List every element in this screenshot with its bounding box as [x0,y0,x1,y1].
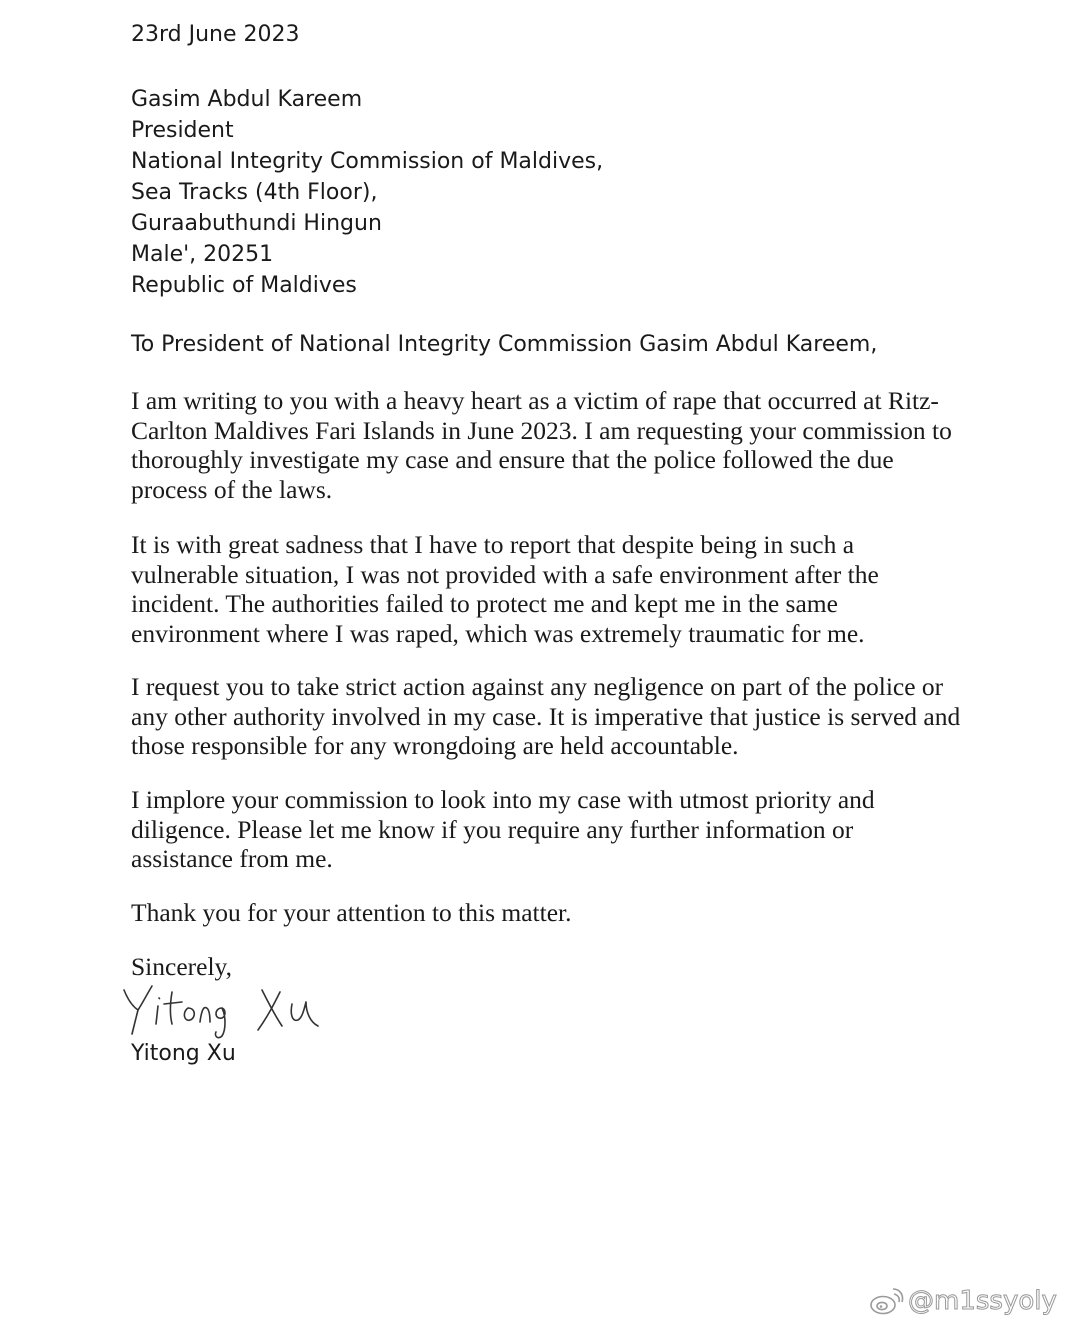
watermark-handle: @m1ssyoly [908,1286,1057,1316]
recipient-address [131,84,603,301]
body-paragraph-2: It is with great sadness that I have to report that despite being in such a vulnerable situation, I was not provided with a safe environment after the incident. The authorities failed to protect me and kept me in the same environment where I was raped, which was extremely traumatic for me. [131,530,879,649]
recipient-address-line-1: Sea Tracks (4th Floor), [131,180,378,205]
closing-line: Sincerely, [131,952,233,981]
thanks-line: Thank you for your attention to this matter. [131,898,572,927]
recipient-address-line-2: Guraabuthundi Hingun [131,211,382,236]
salutation: To President of National Integrity Commission Gasim Abdul Kareem, [131,332,878,357]
body-paragraph-4: I implore your commission to look into my case with utmost priority and diligence. Please let me know if you require any further information or assistance from me. [131,785,875,874]
body-paragraph-3: I request you to take strict action against any negligence on part of the police or any other authority involved in my case. It is imperative that justice is served and those responsible for any wrongdoing are held accountable. [131,672,961,761]
recipient-name: Gasim Abdul Kareem [131,87,363,112]
handwritten-signature [118,976,338,1046]
recipient-country: Republic of Maldives [131,273,357,298]
letter-date: 23rd June 2023 [131,22,300,47]
recipient-organization: National Integrity Commission of Maldives, [131,149,604,174]
signature-name: Yitong Xu [131,1041,236,1066]
weibo-watermark [868,1286,1057,1316]
recipient-city: Male', 20251 [131,242,274,267]
recipient-title: President [131,118,234,143]
body-paragraph-1: I am writing to you with a heavy heart as a victim of rape that occurred at Ritz-Carlton Maldives Fari Islands in June 2023. I am requesting your commission to thoroughly investigate my case and ensure that the police followed the due process of the laws. [131,386,952,505]
weibo-icon [868,1286,904,1316]
